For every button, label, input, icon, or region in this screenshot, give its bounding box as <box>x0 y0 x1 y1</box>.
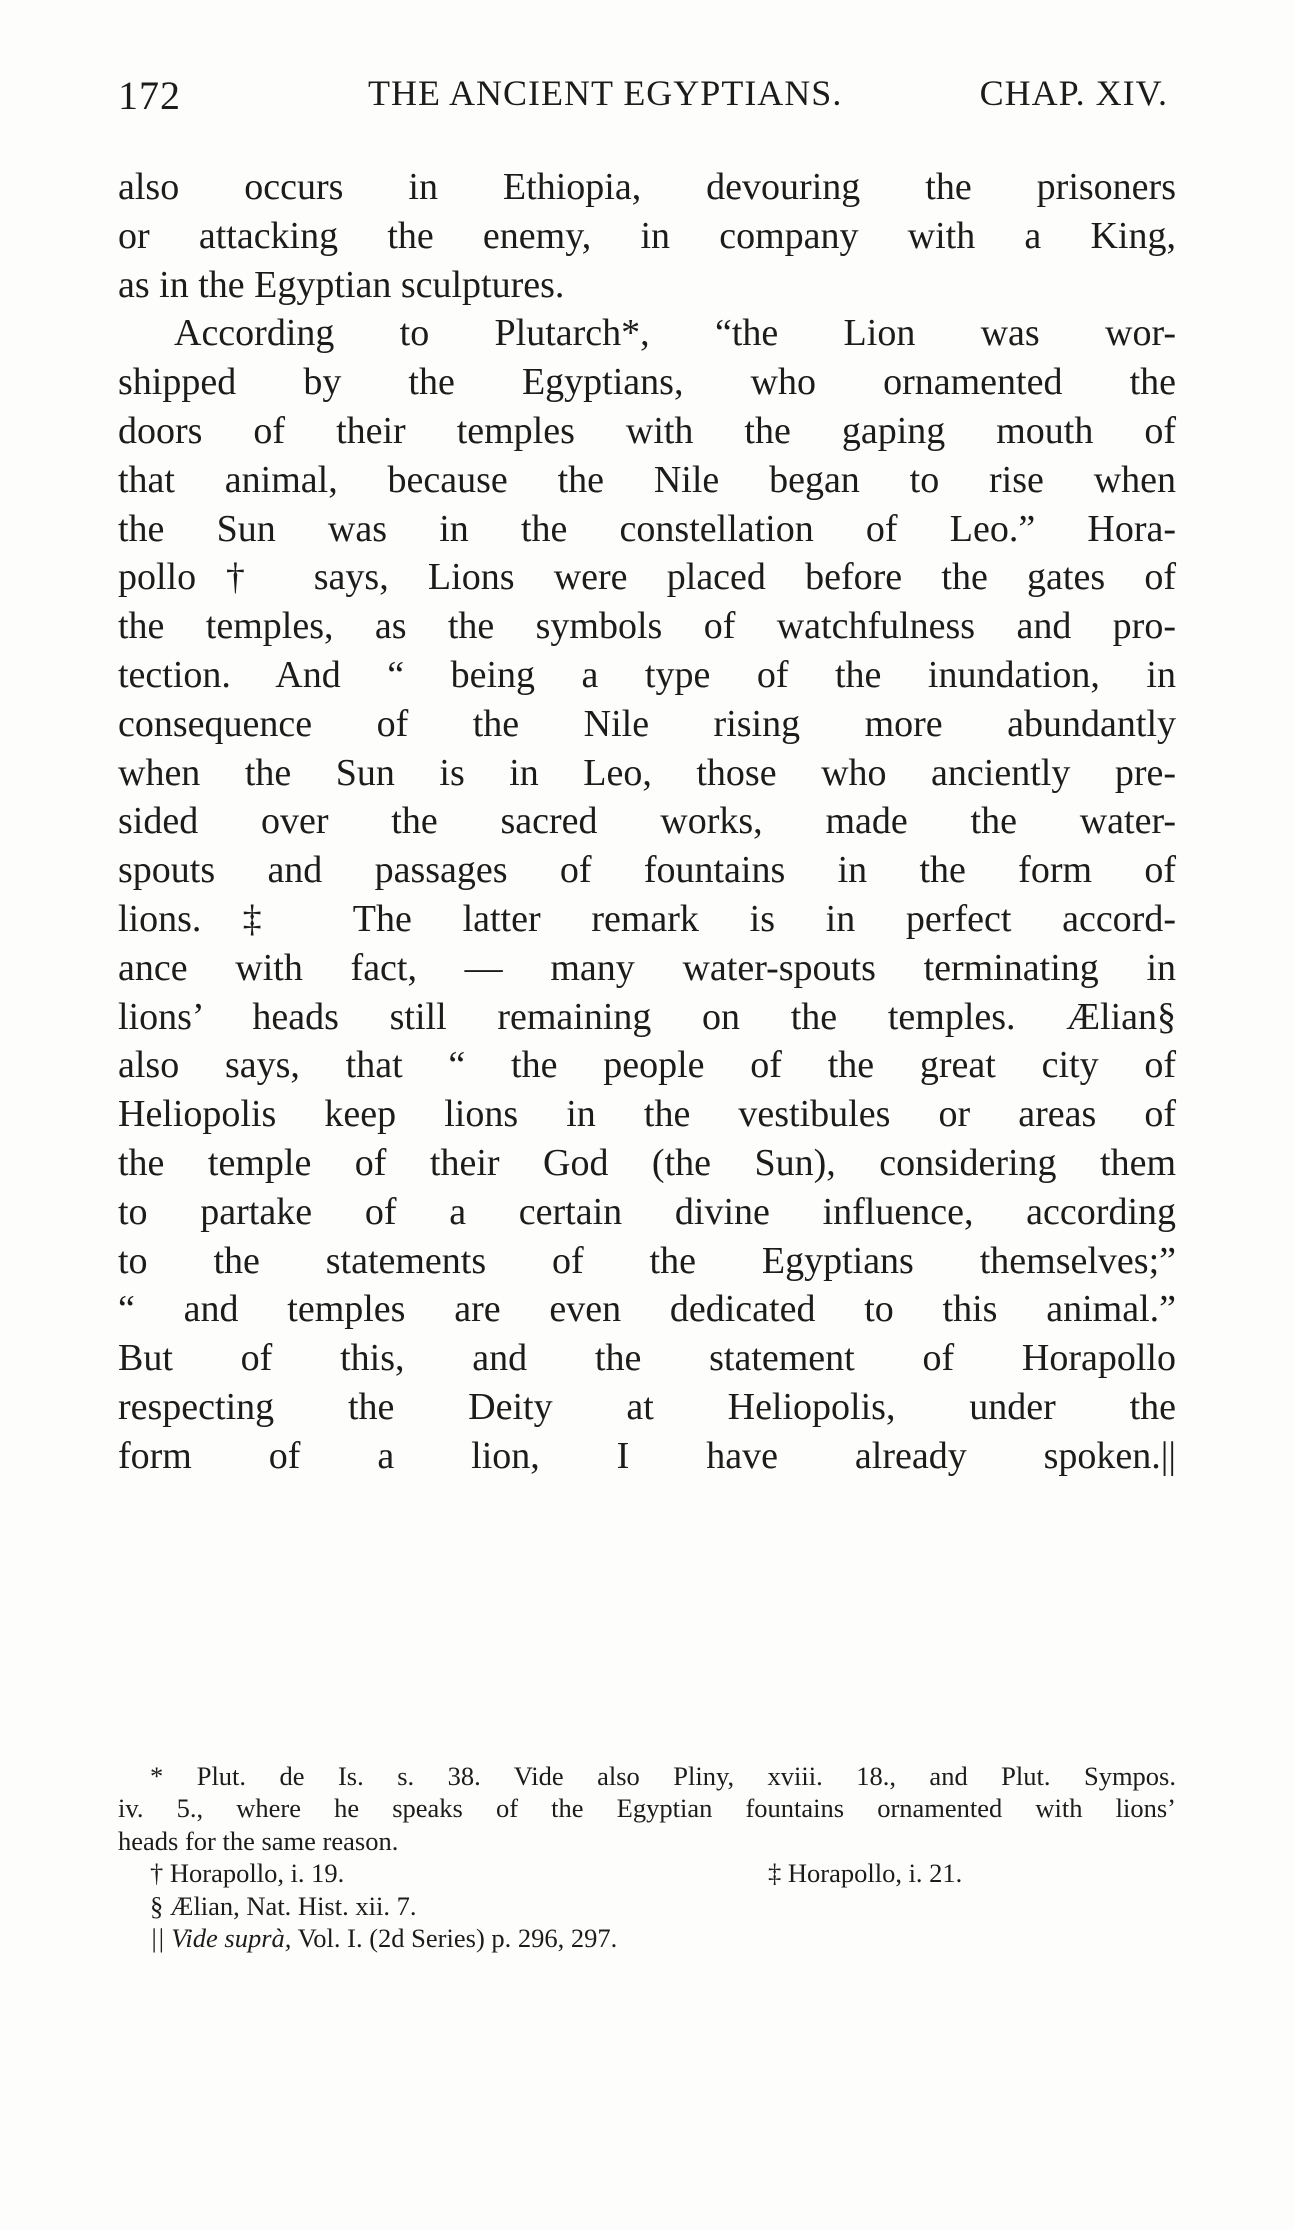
main-text <box>118 163 1176 1481</box>
text-line: tection. And “ being a type of the inundation, in <box>118 653 1176 696</box>
footnote-line: § Ælian, Nat. Hist. xii. 7. <box>150 1890 417 1921</box>
text-line: sided over the sacred works, made the water- <box>118 800 1176 843</box>
text-line: ance with fact, — many water-spouts terminating in <box>118 946 1176 989</box>
footnote-dagger: † Horapollo, i. 19. <box>150 1858 345 1889</box>
footnote-italic: || Vide suprà, <box>150 1922 292 1953</box>
text-line: According to Plutarch*, “the Lion was wor- <box>174 312 1176 355</box>
text-line: also occurs in Ethiopia, devouring the prisoners <box>118 166 1176 208</box>
text-line: lions.‡ The latter remark is in perfect accord- <box>118 897 1176 940</box>
text-line: also says, that “ the people of the great city of <box>118 1044 1176 1087</box>
running-title: THE ANCIENT EGYPTIANS. <box>368 73 843 113</box>
footnote-double-dagger: ‡ Horapollo, i. 21. <box>768 1858 963 1889</box>
text-line: respecting the Deity at Heliopolis, under the <box>118 1385 1176 1428</box>
text-line: lions’ heads still remaining on the temples. Ælian§ <box>118 995 1176 1038</box>
text-line: spouts and passages of fountains in the form of <box>118 849 1176 892</box>
text-line: to partake of a certain divine influence, according <box>118 1190 1176 1233</box>
text-line: But of this, and the statement of Horapollo <box>118 1337 1176 1380</box>
chapter-label: CHAP. XIV. <box>979 73 1168 113</box>
text-line: to the statements of the Egyptians themselves;” <box>118 1239 1176 1282</box>
footnote-line: * Plut. de Is. s. 38. Vide also Pliny, xviii. 18., and Plut. Sympos. <box>150 1761 1176 1791</box>
text-line: form of a lion, I have already spoken.|| <box>118 1434 1176 1477</box>
text-line: that animal, because the Nile began to rise when <box>118 458 1176 501</box>
running-header <box>118 72 1168 132</box>
text-line: as in the Egyptian sculptures. <box>118 263 565 306</box>
text-line: “ and temples are even dedicated to this animal.” <box>118 1288 1176 1331</box>
footnote-line: iv. 5., where he speaks of the Egyptian fountains ornamented with lions’ <box>118 1793 1176 1824</box>
text-line: the Sun was in the constellation of Leo.” Hora- <box>118 507 1176 550</box>
text-line: pollo† says, Lions were placed before the gates of <box>118 556 1176 599</box>
footnote-line: heads for the same reason. <box>118 1825 399 1856</box>
text-line: the temple of their God (the Sun), considering them <box>118 1141 1176 1184</box>
text-line: consequence of the Nile rising more abundantly <box>118 702 1176 745</box>
text-line: doors of their temples with the gaping mouth of <box>118 409 1176 452</box>
page-number: 172 <box>118 73 181 118</box>
text-line: when the Sun is in Leo, those who anciently pre- <box>118 751 1176 794</box>
text-line: or attacking the enemy, in company with a King, <box>118 214 1176 257</box>
footnotes <box>118 1760 1176 1954</box>
text-line: Heliopolis keep lions in the vestibules or areas of <box>118 1093 1176 1136</box>
text-line: shipped by the Egyptians, who ornamented the <box>118 361 1176 404</box>
footnote-line <box>118 1922 1176 1954</box>
text-line: the temples, as the symbols of watchfulness and pro- <box>118 605 1176 648</box>
footnote-pair <box>118 1857 1176 1889</box>
footnote-rest: Vol. I. (2d Series) p. 296, 297. <box>291 1922 618 1953</box>
